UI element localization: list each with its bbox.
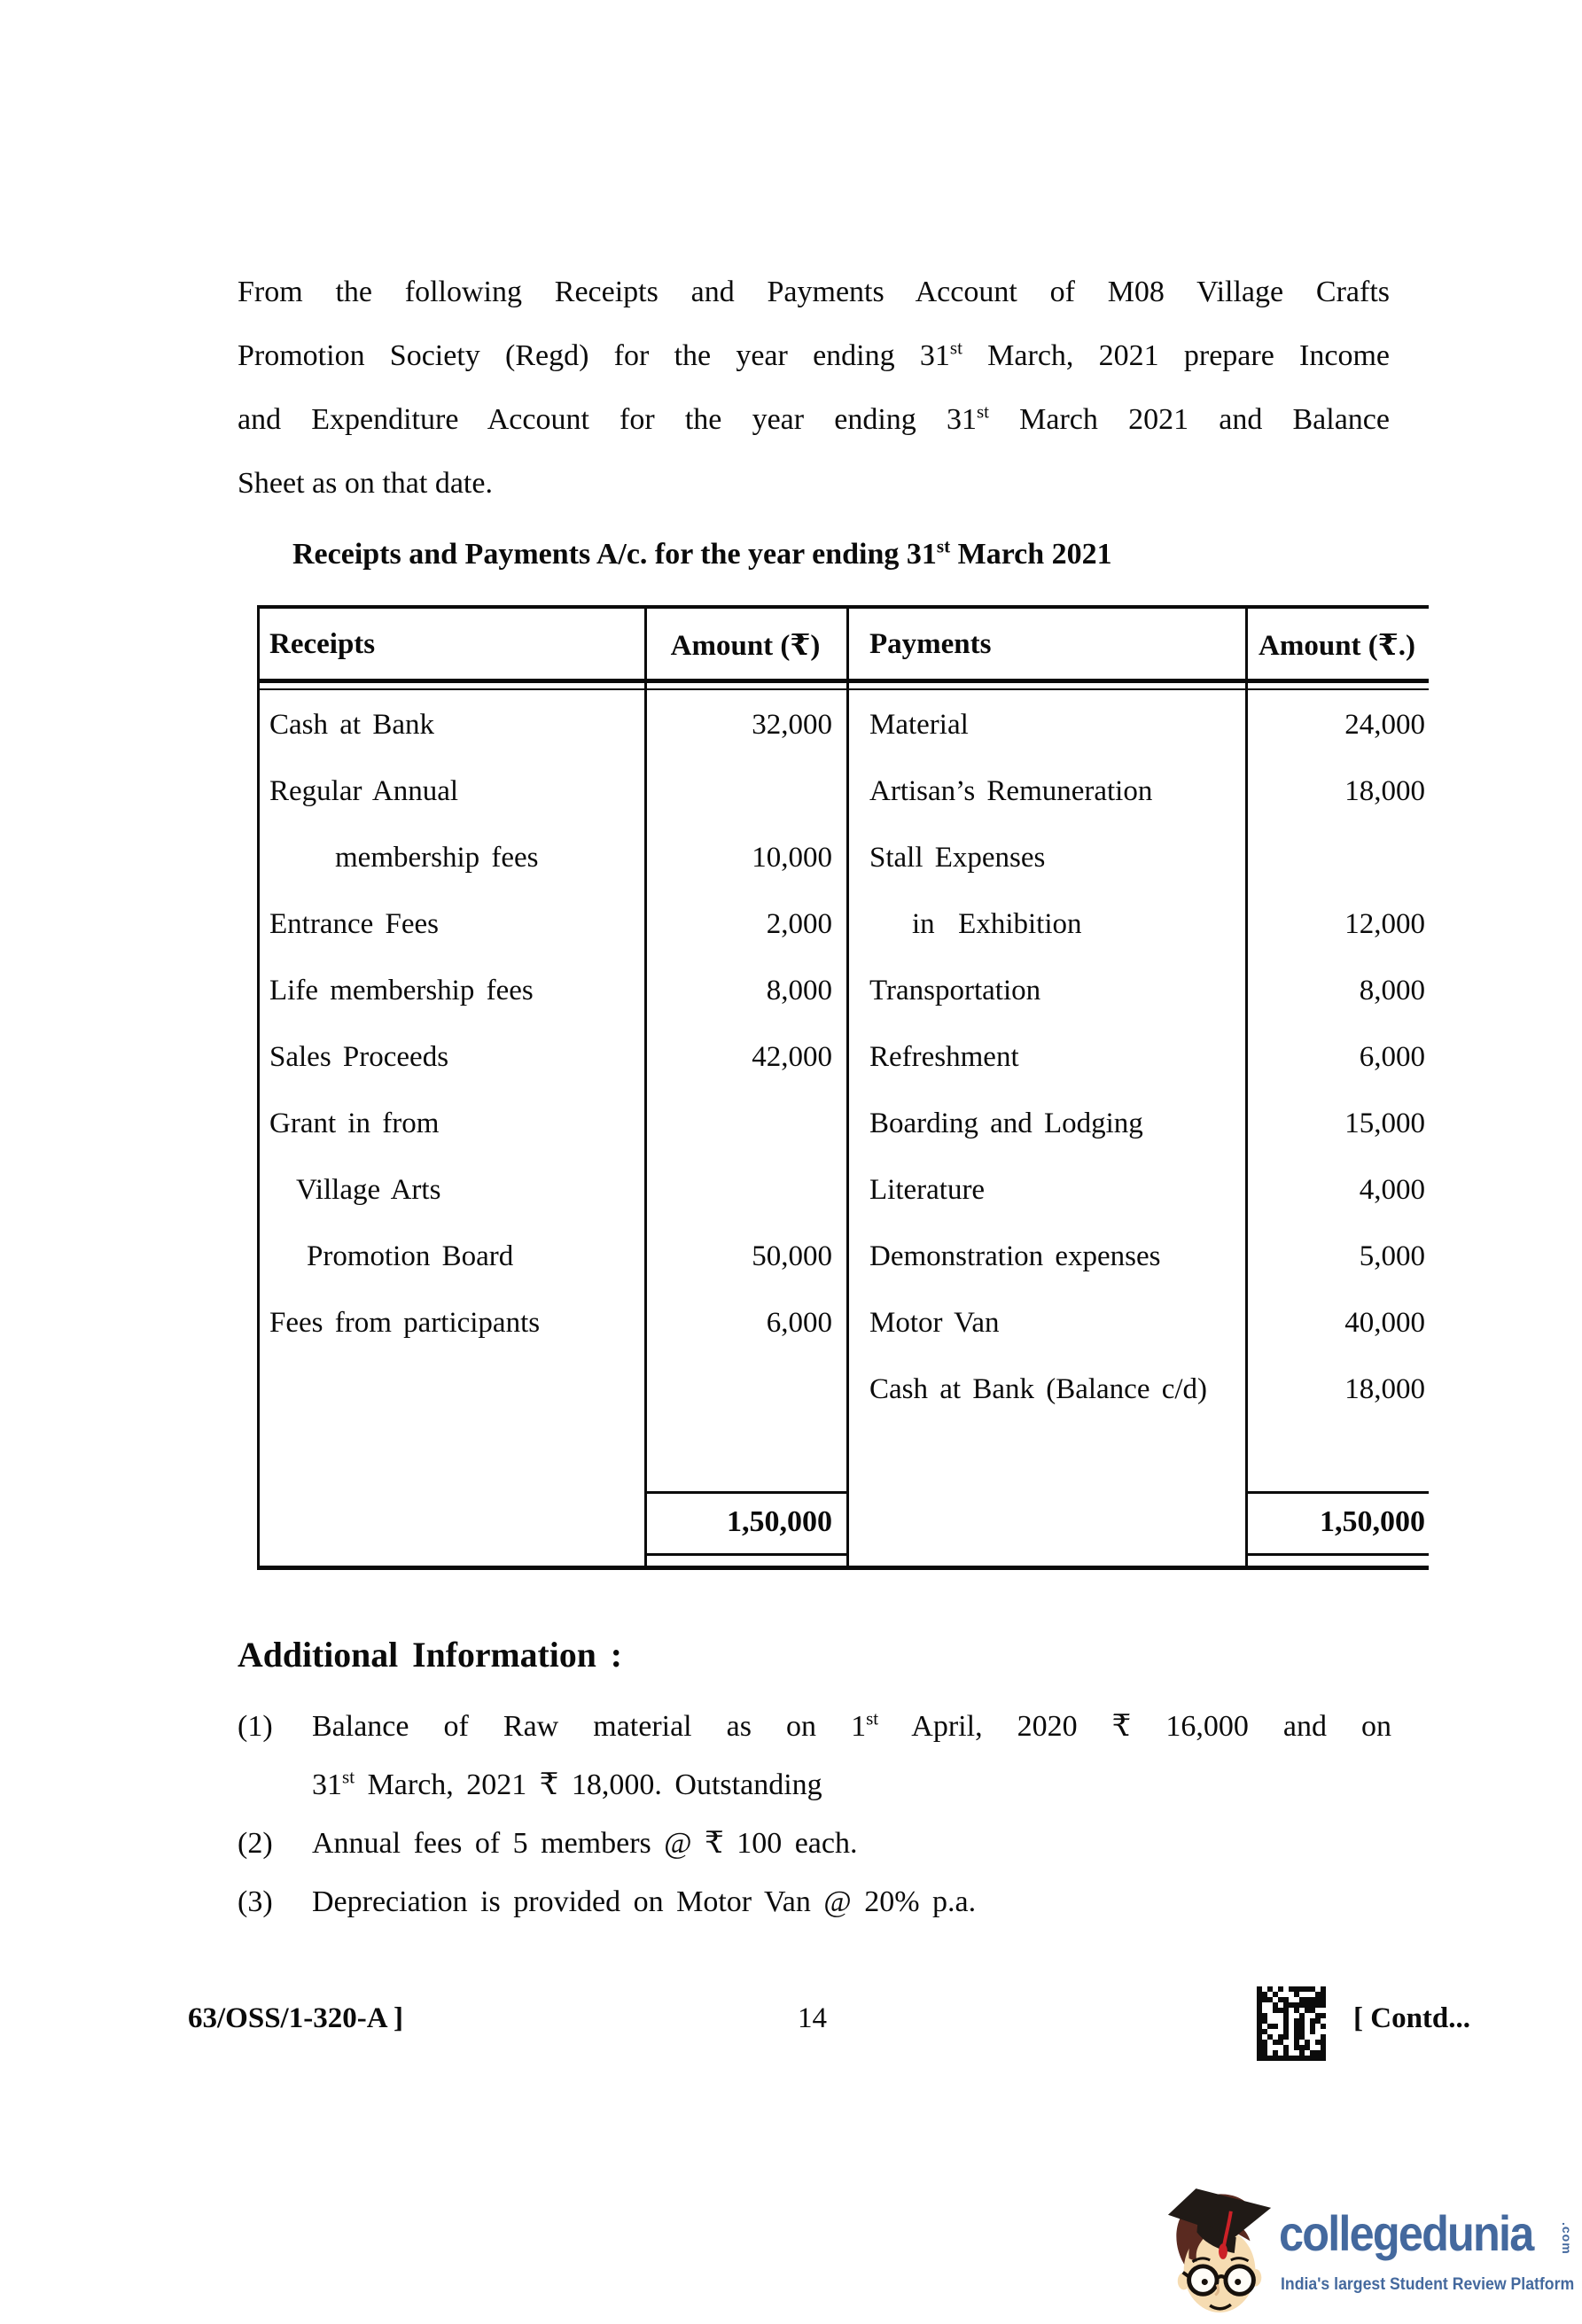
header-bottom-rule-thin: [257, 688, 1429, 690]
payment-amount: 5,000: [1359, 1240, 1425, 1272]
table-bottom-rule: [257, 1566, 1429, 1570]
payment-label: Cash at Bank (Balance c/d): [869, 1373, 1208, 1405]
item-1-line-2: 31st March, 2021 ₹ 18,000. Outstanding: [312, 1766, 822, 1801]
datamatrix-barcode-icon: [1257, 1986, 1326, 2061]
receipt-amount: 50,000: [752, 1240, 832, 1272]
receipts-payments-table: [257, 605, 1429, 1570]
receipt-label: Village Arts: [296, 1174, 441, 1206]
item-number: (3): [238, 1885, 273, 1918]
table-row: [257, 958, 1429, 1024]
intro-line-3: and Expenditure Account for the year ending 31st March 2021 and Balance: [238, 400, 1390, 436]
header-payments: Payments: [869, 628, 992, 660]
page-number: 14: [798, 2002, 827, 2034]
totals-top-rule-right: [1245, 1491, 1429, 1494]
receipt-label: Life membership fees: [269, 975, 534, 1007]
payment-label: Demonstration expenses: [869, 1240, 1161, 1272]
item-1-line-1: Balance of Raw material as on 1st April, 2020 ₹ 16,000 and on: [312, 1707, 1391, 1743]
intro-line-1: From the following Receipts and Payments Account of M08 Village Crafts: [238, 276, 1390, 308]
intro-line-2: Promotion Society (Regd) for the year ending 31st March, 2021 prepare Income: [238, 337, 1390, 372]
payment-amount: 12,000: [1344, 908, 1425, 940]
payment-label: Refreshment: [869, 1041, 1019, 1073]
brand-tagline: India's largest Student Review Platform: [1281, 2275, 1575, 2294]
table-row: [257, 1091, 1429, 1157]
receipt-amount: 2,000: [766, 908, 832, 940]
table-row: [257, 825, 1429, 891]
total-receipts: 1,50,000: [727, 1505, 832, 1538]
payment-amount: 6,000: [1359, 1041, 1425, 1073]
payment-label: Motor Van: [869, 1307, 1000, 1339]
table-row: [257, 692, 1429, 758]
table-body: [257, 692, 1429, 1423]
payment-label: Stall Expenses: [869, 842, 1046, 874]
receipt-label: Regular Annual: [269, 775, 459, 807]
table-top-rule: [257, 605, 1429, 609]
payment-label: in Exhibition: [912, 908, 1082, 940]
table-row: [257, 1157, 1429, 1224]
payment-amount: 15,000: [1344, 1108, 1425, 1139]
additional-information: [238, 1636, 1391, 1931]
additional-item-3: [238, 1873, 1391, 1931]
payment-amount: 8,000: [1359, 975, 1425, 1007]
receipt-amount: 6,000: [766, 1307, 832, 1339]
receipt-amount: 10,000: [752, 842, 832, 874]
page-footer: [0, 1999, 1582, 2087]
payment-label: Transportation: [869, 975, 1041, 1007]
receipt-amount: 32,000: [752, 709, 832, 741]
collegedunia-logo: [1134, 2135, 1582, 2324]
payment-label: Material: [869, 709, 969, 741]
receipt-label: Cash at Bank: [269, 709, 434, 741]
receipt-amount: 42,000: [752, 1041, 832, 1073]
item-text: [312, 1698, 1391, 1815]
contd-label: [ Contd...: [1353, 2002, 1471, 2034]
item-number: (2): [238, 1827, 273, 1860]
receipt-label: Entrance Fees: [269, 908, 439, 940]
header-amount-right: Amount (₹.): [1259, 629, 1415, 662]
table-row: [257, 1290, 1429, 1356]
table-title: Receipts and Payments A/c. for the year ending 31st March 2021: [292, 535, 1112, 571]
table-row: [257, 1224, 1429, 1290]
totals-bottom-rule-right: [1245, 1553, 1429, 1556]
total-payments: 1,50,000: [1320, 1505, 1425, 1538]
receipt-label: Promotion Board: [307, 1240, 514, 1272]
header-receipts: Receipts: [269, 628, 376, 660]
table-row: [257, 891, 1429, 958]
item-number: (1): [238, 1710, 273, 1743]
payment-label: Literature: [869, 1174, 986, 1206]
receipt-label: Grant in from: [269, 1108, 440, 1139]
brand-tld: .com: [1560, 2222, 1574, 2255]
payment-amount: 4,000: [1359, 1174, 1425, 1206]
additional-item-1: [238, 1698, 1391, 1815]
additional-item-2: [238, 1815, 1391, 1873]
intro-line-4: Sheet as on that date.: [238, 467, 493, 500]
receipt-amount: 8,000: [766, 975, 832, 1007]
additional-info-heading: Additional Information :: [238, 1636, 623, 1675]
receipt-label: Sales Proceeds: [269, 1041, 449, 1073]
payment-amount: 24,000: [1344, 709, 1425, 741]
payment-amount: 18,000: [1344, 775, 1425, 807]
header-bottom-rule-thick: [257, 679, 1429, 683]
payment-amount: 40,000: [1344, 1307, 1425, 1339]
item-text: Annual fees of 5 members @ ₹ 100 each.: [312, 1827, 858, 1860]
totals-top-rule-left: [644, 1491, 849, 1494]
brand-wordmark: collegedunia: [1279, 2205, 1533, 2261]
payment-label: Artisan’s Remuneration: [869, 775, 1153, 807]
receipt-label: Fees from participants: [269, 1307, 541, 1339]
table-row: [257, 1356, 1429, 1423]
table-row: [257, 1024, 1429, 1091]
table-row: [257, 758, 1429, 825]
mascot-graduate-icon: [1165, 2181, 1278, 2324]
table-header-row: [257, 610, 1429, 679]
item-text: Depreciation is provided on Motor Van @ 20% p.a.: [312, 1885, 977, 1918]
totals-bottom-rule-left: [644, 1553, 849, 1556]
question-intro-paragraph: [238, 260, 1390, 516]
paper-code: 63/OSS/1-320-A ]: [188, 2002, 403, 2034]
payment-amount: 18,000: [1344, 1373, 1425, 1405]
header-amount-left: Amount (₹): [670, 629, 821, 662]
receipt-label: membership fees: [335, 842, 539, 874]
payment-label: Boarding and Lodging: [869, 1108, 1143, 1139]
